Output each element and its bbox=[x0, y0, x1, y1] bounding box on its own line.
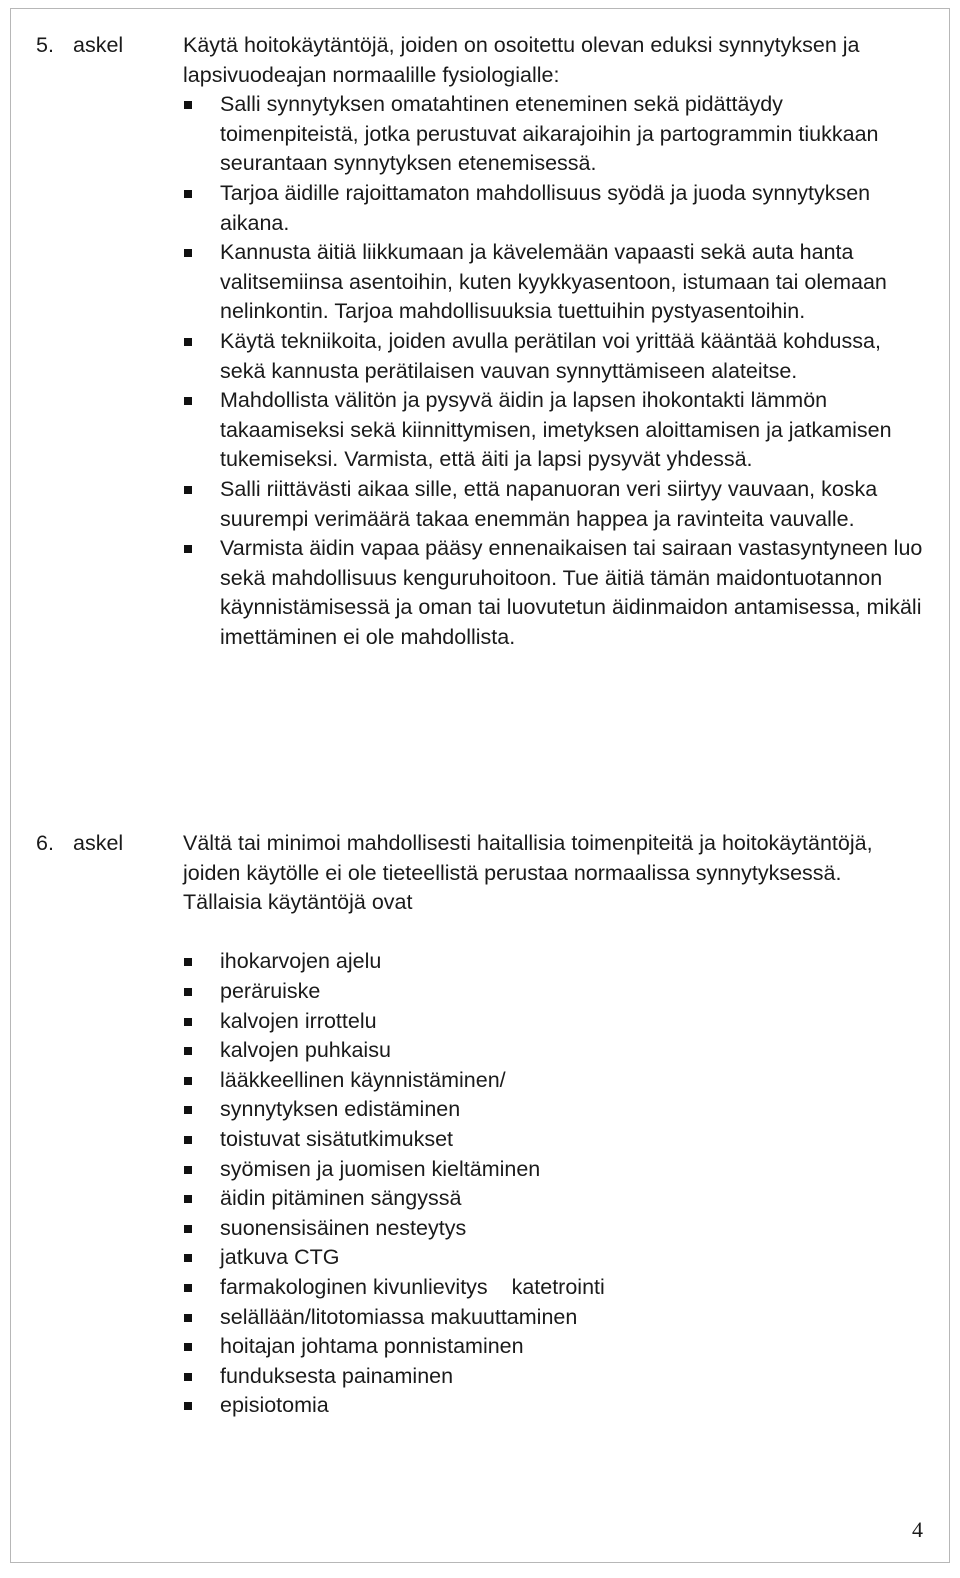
list-item bbox=[183, 1303, 925, 1333]
list-item bbox=[183, 1155, 925, 1185]
step-6-number: 6. bbox=[36, 831, 54, 855]
square-bullet-icon bbox=[184, 1373, 192, 1381]
square-bullet-icon bbox=[184, 1195, 192, 1203]
square-bullet-icon bbox=[184, 101, 192, 109]
list-item-text: hoitajan johtama ponnistaminen bbox=[220, 1334, 524, 1359]
list-item bbox=[183, 386, 925, 475]
step-6-label bbox=[36, 829, 123, 859]
list-item bbox=[183, 1362, 925, 1392]
list-item-text: jatkuva CTG bbox=[220, 1245, 340, 1270]
square-bullet-icon bbox=[184, 486, 192, 494]
list-item bbox=[183, 1095, 925, 1125]
spacer bbox=[183, 918, 925, 948]
list-item-text: selällään/litotomiassa makuuttaminen bbox=[220, 1304, 578, 1329]
list-item-text: Tarjoa äidille rajoittamaton mahdollisuus syödä ja juoda synnytyksen aikana. bbox=[220, 180, 871, 235]
list-item bbox=[183, 1184, 925, 1214]
list-item bbox=[183, 1391, 925, 1421]
step-5-bullet-list bbox=[183, 90, 925, 652]
step-5-number: 5. bbox=[36, 33, 54, 57]
list-item-text: Käytä tekniikoita, joiden avulla perätilan voi yrittää kääntää kohdussa, sekä kannusta perätilaisen vauvan synnyttämiseen alateitse. bbox=[220, 328, 881, 383]
list-item-text: suonensisäinen nesteytys bbox=[220, 1215, 467, 1240]
square-bullet-icon bbox=[184, 249, 192, 257]
square-bullet-icon bbox=[184, 1077, 192, 1085]
list-item-text: funduksesta painaminen bbox=[220, 1363, 454, 1388]
list-item bbox=[183, 90, 925, 179]
list-item bbox=[183, 1036, 925, 1066]
list-item-text: kalvojen puhkaisu bbox=[220, 1038, 391, 1063]
square-bullet-icon bbox=[184, 1225, 192, 1233]
square-bullet-icon bbox=[184, 1047, 192, 1055]
list-item bbox=[183, 179, 925, 238]
step-6-word: askel bbox=[73, 831, 124, 855]
square-bullet-icon bbox=[184, 1136, 192, 1144]
square-bullet-icon bbox=[184, 338, 192, 346]
step-6-intro: Vältä tai minimoi mahdollisesti haitallisia toimenpiteitä ja hoitokäytäntöjä, joiden käytölle ei ole tieteellistä perustaa normaalissa synnytyksessä. Tällaisia käytäntöjä ovat bbox=[183, 831, 873, 915]
square-bullet-icon bbox=[184, 190, 192, 198]
square-bullet-icon bbox=[184, 1402, 192, 1410]
list-item bbox=[183, 475, 925, 534]
square-bullet-icon bbox=[184, 1254, 192, 1262]
list-item-text: farmakologinen kivunlievitys katetrointi bbox=[220, 1274, 605, 1299]
square-bullet-icon bbox=[184, 1166, 192, 1174]
square-bullet-icon bbox=[184, 1284, 192, 1292]
square-bullet-icon bbox=[184, 1343, 192, 1351]
square-bullet-icon bbox=[184, 1018, 192, 1026]
list-item bbox=[183, 977, 925, 1007]
step-5-word: askel bbox=[73, 33, 124, 57]
step-5-content bbox=[183, 31, 925, 652]
square-bullet-icon bbox=[184, 397, 192, 405]
list-item-text: episiotomia bbox=[220, 1393, 329, 1418]
list-item bbox=[183, 238, 925, 327]
list-item-text: Mahdollista välitön ja pysyvä äidin ja lapsen ihokontakti lämmön takaamiseksi sekä kiinnittymisen, imetyksen aloittamisen ja jatkamisen tukemiseksi. Varmista, että äiti ja lapsi pysyvät yhdessä. bbox=[220, 388, 892, 472]
step-5-intro: Käytä hoitokäytäntöjä, joiden on osoitettu olevan eduksi synnytyksen ja lapsivuodeajan normaalille fysiologialle: bbox=[183, 33, 860, 87]
list-item-text: ihokarvojen ajelu bbox=[220, 949, 382, 974]
list-item-text: peräruiske bbox=[220, 978, 321, 1003]
list-item-text: Salli riittävästi aikaa sille, että napanuoran veri siirtyy vauvaan, koska suurempi verimäärä takaa enemmän happea ja ravinteita vauvalle. bbox=[220, 476, 878, 531]
list-item bbox=[183, 947, 925, 977]
list-item-text: synnytyksen edistäminen bbox=[220, 1097, 461, 1122]
list-item-text: syömisen ja juomisen kieltäminen bbox=[220, 1156, 541, 1181]
list-item-text: Kannusta äitiä liikkumaan ja kävelemään vapaasti sekä auta hanta valitsemiinsa asentoihin, kuten kyykkyasentoon, istumaan tai olemaan nelinkontin. Tarjoa mahdollisuuksia tuettuihin pystyasentoihin. bbox=[220, 240, 887, 324]
square-bullet-icon bbox=[184, 545, 192, 553]
square-bullet-icon bbox=[184, 1314, 192, 1322]
list-item-text: kalvojen irrottelu bbox=[220, 1008, 377, 1033]
square-bullet-icon bbox=[184, 988, 192, 996]
list-item bbox=[183, 1066, 925, 1096]
list-item-text: Varmista äidin vapaa pääsy ennenaikaisen tai sairaan vastasyntyneen luo sekä mahdollisuus kenguruhoitoon. Tue äitiä tämän maidontuotannon käynnistämisessä ja oman tai luovutetun äidinmaidon antamisessa, mikäli imettäminen ei ole mahdollista. bbox=[220, 536, 923, 649]
list-item-text: Salli synnytyksen omatahtinen eteneminen sekä pidättäydy toimenpiteistä, jotka perustuvat aikarajoihin ja partogrammin tiukkaan seurantaan synnytyksen etenemisessä. bbox=[220, 92, 879, 176]
square-bullet-icon bbox=[184, 958, 192, 966]
list-item bbox=[183, 327, 925, 386]
list-item bbox=[183, 1214, 925, 1244]
list-item-text: lääkkeellinen käynnistäminen/ bbox=[220, 1067, 506, 1092]
list-item-text: äidin pitäminen sängyssä bbox=[220, 1186, 462, 1211]
step-6-bullet-list bbox=[183, 947, 925, 1421]
page-number: 4 bbox=[912, 1517, 923, 1542]
list-item bbox=[183, 1125, 925, 1155]
list-item bbox=[183, 1332, 925, 1362]
square-bullet-icon bbox=[184, 1106, 192, 1114]
list-item bbox=[183, 1243, 925, 1273]
step-5-label bbox=[36, 31, 123, 61]
list-item bbox=[183, 534, 925, 652]
step-6-content bbox=[183, 829, 925, 1421]
list-item bbox=[183, 1273, 925, 1303]
list-item bbox=[183, 1007, 925, 1037]
list-item-text: toistuvat sisätutkimukset bbox=[220, 1126, 454, 1151]
